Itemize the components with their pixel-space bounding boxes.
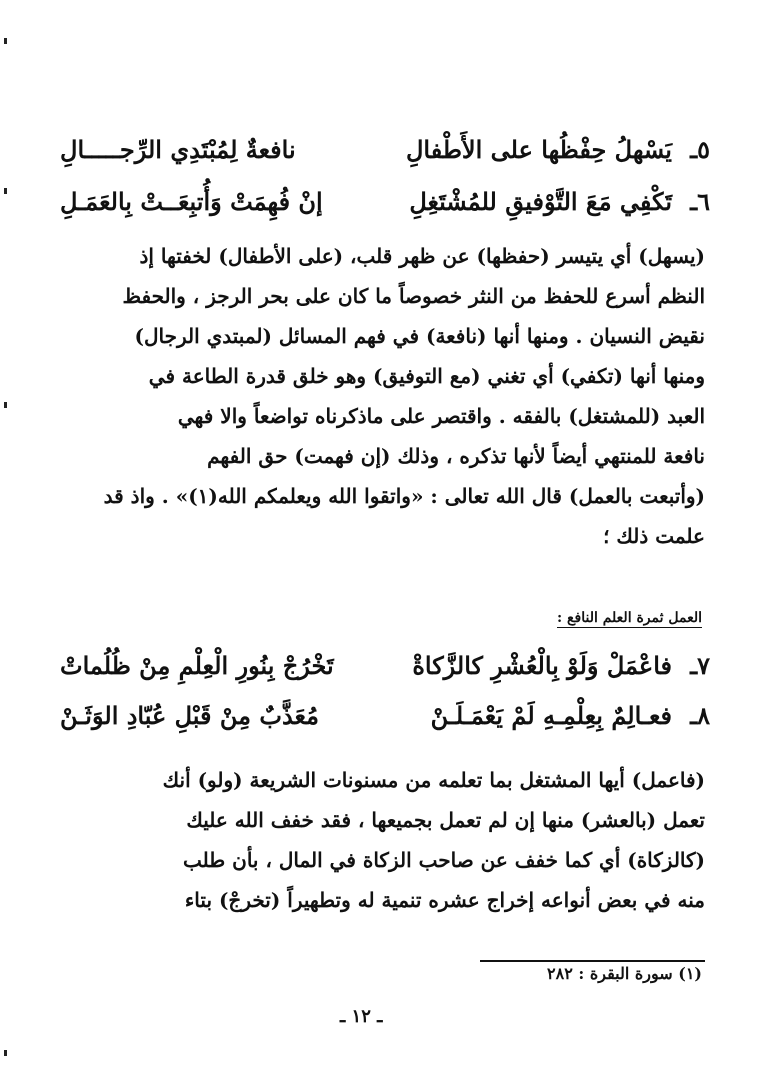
commentary-line: علمت ذلك ؛ — [603, 524, 705, 548]
verse-second-hemistich: نافعةٌ لِمُبْتَدِي الرِّجـــــالِ — [60, 135, 296, 164]
verse-first-hemistich: يَسْهلُ حِفْظُها على الأَطْفالِ — [405, 135, 672, 164]
commentary-line: النظم أسرع للحفظ من النثر خصوصاً ما كان على بحر الرجز ، والحفظ — [122, 284, 705, 308]
page-number: ـ ١٢ ـ — [340, 1006, 383, 1027]
commentary-line: (وأتبعت بالعمل) قال الله تعالى : «واتقوا الله ويعلمكم الله(١)» . واذ قد — [103, 484, 705, 508]
commentary-line: تعمل (بالعشر) منها إن لم تعمل بجميعها ، فقد خفف الله عليك — [186, 808, 705, 832]
commentary-line: (كالزكاة) أي كما خفف عن صاحب الزكاة في المال ، بأن طلب — [183, 848, 705, 872]
verse-6 — [60, 180, 710, 224]
verse-number: ٨ـ — [690, 701, 710, 730]
commentary-line: نقيض النسيان . ومنها أنها (نافعة) في فهم المسائل (لمبتدي الرجال) — [134, 324, 705, 348]
margin-mark — [4, 402, 7, 408]
footnote-rule — [480, 960, 705, 962]
section-heading: العمل ثمرة العلم النافع : — [557, 610, 702, 626]
verse-number: ٧ـ — [690, 651, 710, 680]
commentary-line: ومنها أنها (تكفي) أي تغني (مع التوفيق) وهو خلق قدرة الطاعة في — [148, 364, 705, 388]
margin-mark — [4, 188, 7, 194]
margin-mark — [4, 38, 7, 44]
commentary-line: (فاعمل) أيها المشتغل بما تعلمه من مسنونات الشريعة (ولو) أنك — [162, 768, 705, 792]
commentary-line: نافعة للمنتهي أيضاً لأنها تذكره ، وذلك (إن فهمت) حق الفهم — [207, 444, 705, 468]
verse-number: ٥ـ — [690, 135, 710, 164]
commentary-line: (يسهل) أي يتيسر (حفظها) عن ظهر قلب، (على الأطفال) لخفتها إذ — [139, 244, 705, 268]
verse-7 — [60, 644, 710, 688]
verse-first-hemistich: فعـالِمٌ بِعِلْمِـهِ لَمْ يَعْمَـلَـنْ — [430, 701, 672, 730]
verse-second-hemistich: مُعَذَّبٌ مِنْ قَبْلِ عُبّادِ الوَثَـنْ — [60, 701, 319, 730]
commentary-paragraph — [65, 760, 705, 920]
commentary-line: العبد (للمشتغل) بالفقه . واقتصر على ماذكرناه تواضعاً والا فهي — [177, 404, 705, 428]
verse-8 — [60, 694, 710, 738]
verse-number: ٦ـ — [690, 187, 710, 216]
footnote: (١) سورة البقرة : ٢٨٢ — [547, 964, 702, 983]
verse-5 — [60, 128, 710, 172]
verse-second-hemistich: إنْ فُهِمَتْ وَأُتبِعَــتْ بِالعَمَـلِ — [60, 187, 323, 216]
commentary-paragraph — [65, 236, 705, 556]
verse-first-hemistich: فاعْمَلْ وَلَوْ بِالْعُشْرِ كالزَّكاةْ — [412, 651, 672, 680]
verse-second-hemistich: تَخْرُجْ بِنُورِ الْعِلْمِ مِنْ ظُلُماتْ — [60, 651, 334, 680]
margin-mark — [4, 1050, 7, 1056]
verse-first-hemistich: تَكْفِي مَعَ التَّوْفيقِ للمُشْتَغِلِ — [409, 187, 672, 216]
commentary-line: منه في بعض أنواعه إخراج عشره تنمية له وتطهيراً (تخرجْ) بتاء — [184, 888, 705, 912]
